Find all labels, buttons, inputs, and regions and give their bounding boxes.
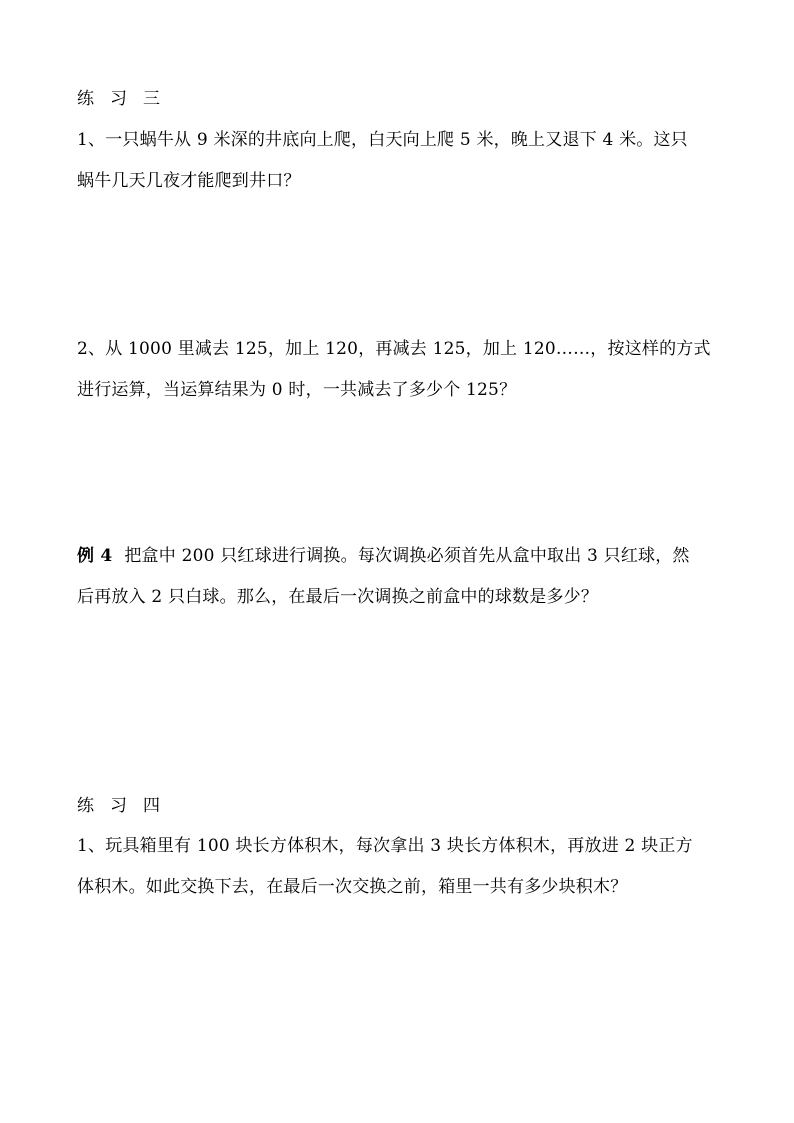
heading-char: 三	[143, 89, 160, 109]
problem-2-line-1: 2、从 1000 里减去 125，加上 120，再减去 125，加上 120……，按这样的方式	[77, 339, 711, 359]
heading-char: 四	[143, 796, 160, 816]
heading-char: 练	[77, 89, 94, 109]
example-4-line-1	[77, 544, 690, 568]
exercise-4-problem-1-line-2: 体积木。如此交换下去，在最后一次交换之前，箱里一共有多少块积木？	[77, 877, 628, 897]
section-heading-exercise-3	[77, 87, 160, 111]
problem-1-line-2: 蜗牛几天几夜才能爬到井口？	[77, 171, 301, 191]
problem-1-line-1: 1、一只蜗牛从 9 米深的井底向上爬，白天向上爬 5 米，晚上又退下 4 米。这只	[77, 130, 688, 150]
heading-char: 习	[110, 796, 127, 816]
exercise-4-problem-1-line-1: 1、玩具箱里有 100 块长方体积木，每次拿出 3 块长方体积木，再放进 2 块正方	[77, 836, 693, 856]
problem-2-line-2: 进行运算，当运算结果为 0 时，一共减去了多少个 125？	[77, 380, 517, 400]
heading-char: 习	[110, 89, 127, 109]
heading-char: 练	[77, 796, 94, 816]
example-label: 例 4	[77, 546, 113, 566]
section-heading-exercise-4	[77, 794, 160, 818]
example-4-line-2: 后再放入 2 只白球。那么，在最后一次调换之前盒中的球数是多少？	[77, 587, 599, 607]
example-text: 把盒中 200 只红球进行调换。每次调换必须首先从盒中取出 3 只红球，然	[124, 546, 690, 566]
